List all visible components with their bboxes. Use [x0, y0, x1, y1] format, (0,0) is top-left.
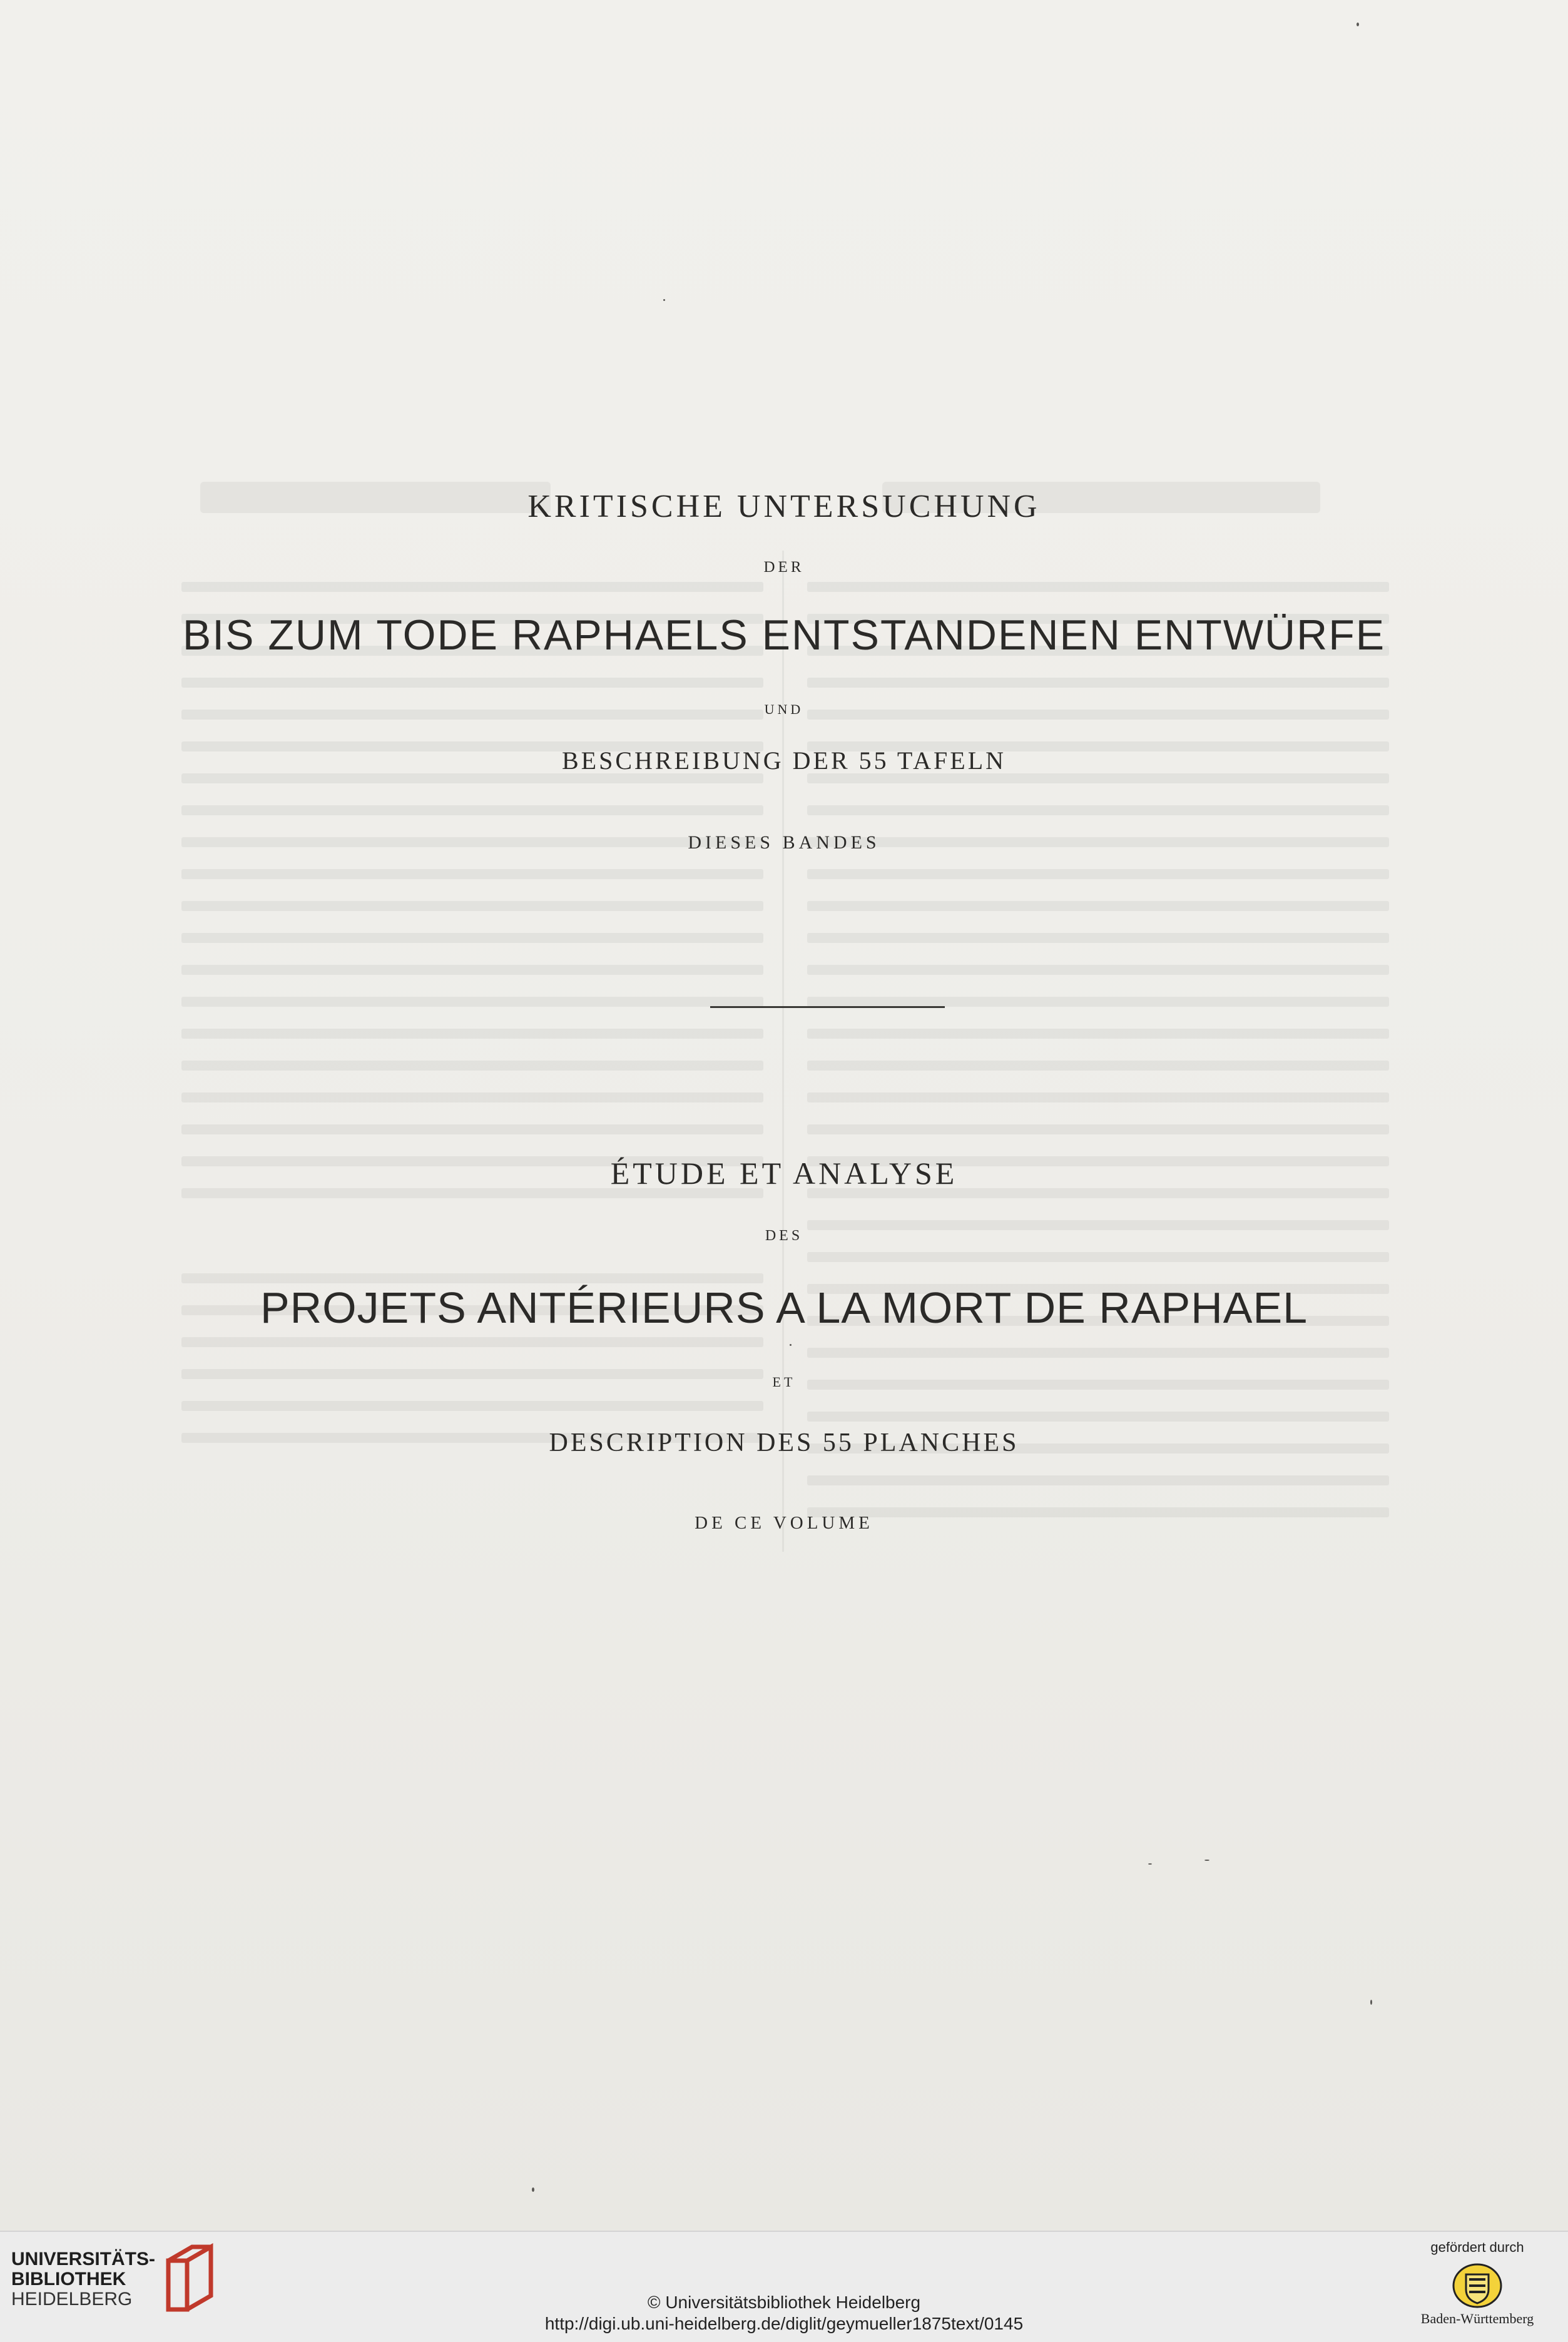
- library-name-line2: BIBLIOTHEK: [11, 2269, 126, 2289]
- paper-speck: [663, 299, 665, 301]
- digitization-footer: [0, 2231, 1568, 2342]
- source-url-link[interactable]: http://digi.ub.uni-heidelberg.de/diglit/geymueller1875text/0145: [544, 2314, 1024, 2333]
- paper-speck: [532, 2187, 534, 2192]
- connector-et: ET: [772, 1374, 796, 1390]
- paper-speck: [1204, 1860, 1209, 1861]
- baden-wuerttemberg-crest-icon: [1452, 2261, 1502, 2308]
- library-name-line3: HEIDELBERG: [11, 2289, 133, 2309]
- paper-speck: [790, 1344, 792, 1346]
- main-title-german: BIS ZUM TODE RAPHAELS ENTSTANDENEN ENTWÜRFE: [182, 611, 1386, 659]
- sponsor-label: gefördert durch: [1430, 2239, 1524, 2255]
- subtitle-de-ce-volume: DE CE VOLUME: [695, 1513, 873, 1533]
- sponsor-name: Baden-Württemberg: [1420, 2311, 1534, 2326]
- sponsor-block[interactable]: [1405, 2239, 1549, 2327]
- credits: [0, 2292, 1568, 2334]
- title-etude-et-analyse: ÉTUDE ET ANALYSE: [610, 1156, 958, 1191]
- title-kritische-untersuchung: KRITISCHE UNTERSUCHUNG: [527, 489, 1041, 524]
- paper-speck: [1357, 23, 1359, 26]
- subtitle-beschreibung: BESCHREIBUNG DER 55 TAFELN: [561, 746, 1007, 775]
- library-name-line1: UNIVERSITÄTS-: [11, 2249, 156, 2269]
- paper-speck: [1148, 1863, 1152, 1865]
- main-title-french: PROJETS ANTÉRIEURS A LA MORT DE RAPHAEL: [260, 1283, 1308, 1332]
- section-divider: [710, 1006, 945, 1008]
- subtitle-dieses-bandes: DIESES BANDES: [688, 832, 880, 853]
- connector-des: DES: [765, 1228, 803, 1244]
- paper-speck: [1370, 2000, 1372, 2005]
- copyright-text: © Universitätsbibliothek Heidelberg: [647, 2293, 921, 2312]
- subtitle-description: DESCRIPTION DES 55 PLANCHES: [549, 1428, 1019, 1457]
- connector-der: DER: [763, 559, 805, 576]
- connector-und: UND: [764, 701, 804, 717]
